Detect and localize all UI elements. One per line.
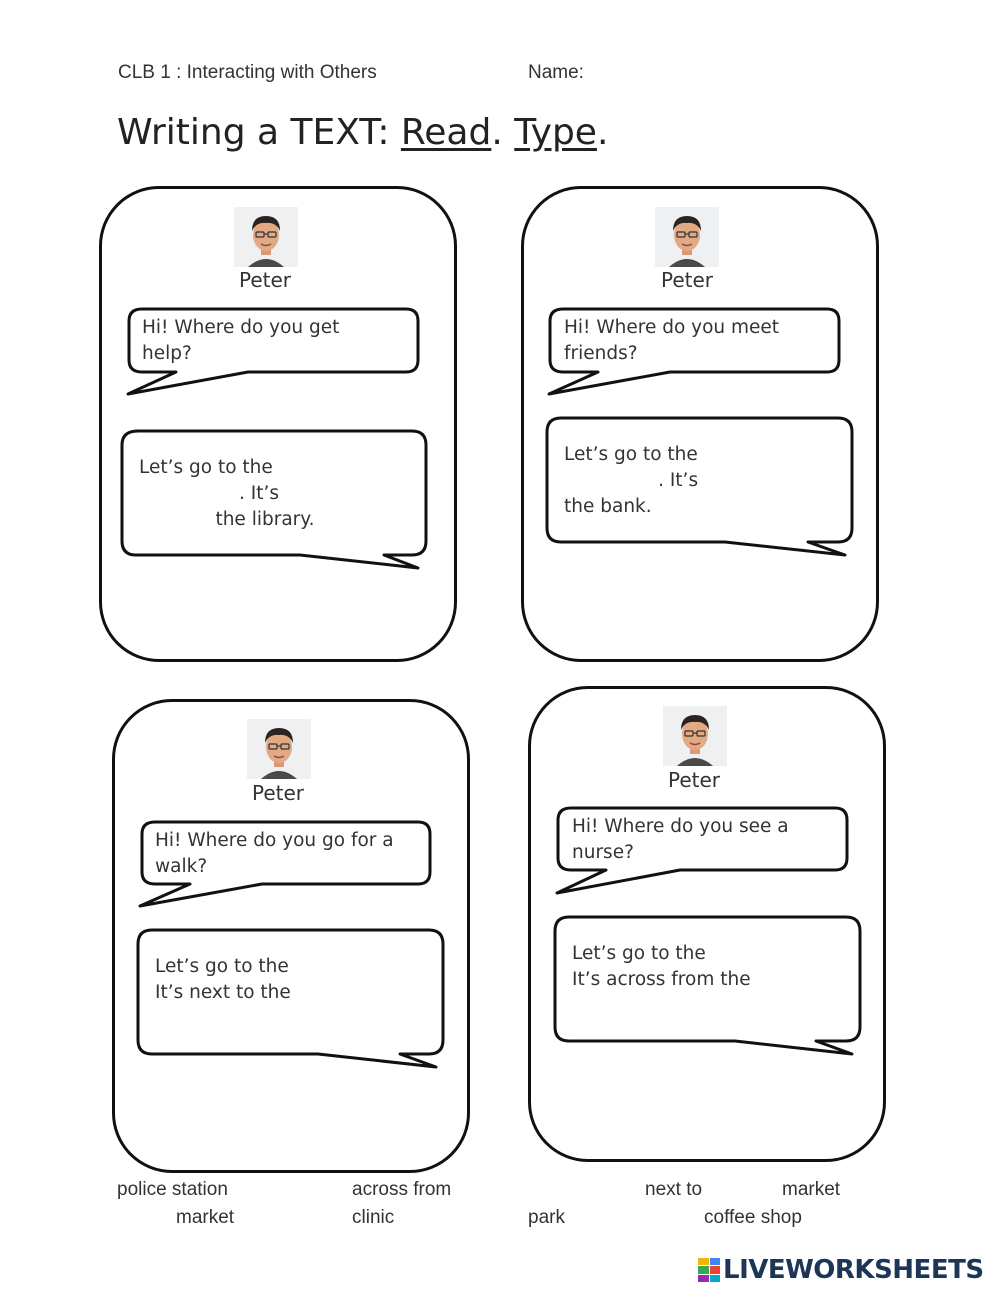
logo-text: LIVEWORKSHEETS	[723, 1255, 984, 1285]
word-bank-item[interactable]: park	[528, 1207, 565, 1228]
word-bank-item[interactable]: market	[782, 1179, 841, 1200]
name-label: Name:	[528, 62, 584, 83]
answer-text-2: Let’s go to the . It’s the bank.	[564, 444, 699, 517]
contact-name: Peter	[251, 781, 305, 805]
contact-name: Peter	[660, 268, 714, 292]
question-text-1: Hi! Where do you get help?	[142, 317, 340, 364]
word-bank-item[interactable]: police station	[117, 1179, 228, 1200]
question-text-2: Hi! Where do you meet friends?	[564, 317, 780, 364]
question-text-3: Hi! Where do you go for a walk?	[155, 830, 394, 877]
title-prefix: Writing a TEXT:	[117, 112, 401, 153]
logo-mark-icon	[698, 1258, 720, 1282]
contact-name: Peter	[667, 768, 721, 792]
liveworksheets-logo[interactable]	[698, 1255, 984, 1285]
answer-text-3: Let’s go to the It’s next to the	[155, 956, 291, 1003]
word-bank-item[interactable]: across from	[352, 1179, 452, 1200]
contact-name: Peter	[238, 268, 292, 292]
word-bank-item[interactable]: clinic	[352, 1207, 395, 1228]
title-dot-1: .	[491, 112, 515, 153]
word-bank-item[interactable]: next to	[645, 1179, 703, 1200]
word-bank-item[interactable]: coffee shop	[704, 1207, 802, 1228]
question-text-4: Hi! Where do you see a nurse?	[572, 816, 789, 863]
course-label: CLB 1 : Interacting with Others	[118, 62, 377, 83]
word-bank-item[interactable]: market	[176, 1207, 235, 1228]
title-dot-2: .	[596, 112, 609, 153]
title-read: Read	[400, 112, 492, 153]
title-type: Type	[514, 112, 597, 153]
answer-text-4: Let’s go to the It’s across from the	[572, 943, 751, 990]
answer-text-1: Let’s go to the . It’s the library.	[139, 457, 315, 530]
